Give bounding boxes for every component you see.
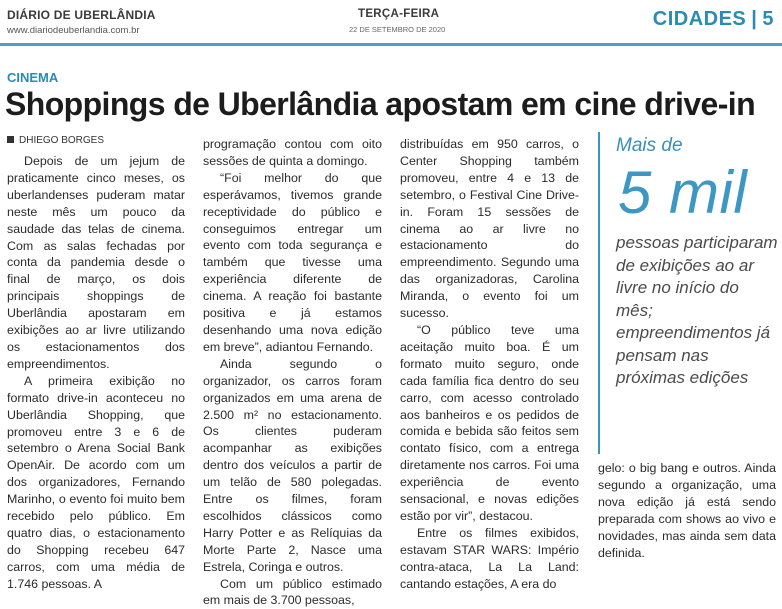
issue-date: 22 DE SETEMBRO DE 2020 bbox=[349, 25, 446, 34]
paragraph: “Foi melhor do que esperávamos, tivemos grande receptividade do público e conseguimos entregar um evento com toda segurança e também que tivesse uma experiência diferente de cinema. A reação foi bastante positiva e já estamos desenhando uma nova edição em breve”, adiantou Fernando. bbox=[203, 170, 382, 354]
newspaper-name: DIÁRIO DE UBERLÂNDIA bbox=[7, 8, 156, 22]
article-column-2 bbox=[203, 136, 382, 609]
header-divider bbox=[0, 43, 782, 46]
section-name: CIDADES bbox=[652, 8, 747, 30]
byline-square-icon bbox=[7, 136, 14, 143]
paragraph: programação contou com oito sessões de quinta a domingo. bbox=[203, 137, 382, 168]
paragraph: Ainda segundo o organizador, os carros foram organizados em uma arena de 2.500 m² no estacionamento. Os clientes puderam acompanhar as exibições dentro dos veículos a partir de um telão de 580 polegadas. Entre os filmes, foram escolhidos clássicos como Harry Potter e as Relíquias da Morte Parte 2, Nasce uma Estrela, Coringa e outros. bbox=[203, 356, 382, 574]
section-label: CIDADES | 5 bbox=[652, 8, 774, 30]
article-column-4 bbox=[598, 460, 776, 561]
article-column-1 bbox=[7, 153, 185, 593]
byline bbox=[7, 135, 104, 146]
masthead bbox=[0, 0, 782, 44]
pull-quote-number: 5 mil bbox=[618, 159, 748, 226]
page-number: 5 bbox=[762, 8, 774, 30]
paragraph: A primeira exibição no formato drive-in aconteceu no Uberlândia Shopping, que promoveu entre 3 e 6 de setembro o Arena Social Bank OpenAir. De acordo com um dos organizadores, Fernando Marinho, o evento foi muito bem recebido pelo público. Em quatro dias, o estacionamento do Shopping recebeu 647 carros, com uma média de 1.746 pessoas. A bbox=[7, 373, 185, 591]
weekday: TERÇA-FEIRA bbox=[358, 8, 440, 20]
article-column-3 bbox=[400, 136, 579, 592]
paragraph: Com um público estimado em mais de 3.700 pessoas, bbox=[203, 576, 382, 608]
pull-quote bbox=[598, 132, 780, 454]
article-kicker: CINEMA bbox=[7, 70, 59, 85]
byline-author: DHIEGO BORGES bbox=[19, 135, 105, 146]
pull-quote-intro: Mais de bbox=[616, 135, 683, 156]
paragraph: distribuídas em 950 carros, o Center Shopping também promoveu, entre 4 e 13 de setembro, o Festival Cine Drive-in. Foram 15 sessões de cinema ao ar livre no estacionamento do empreendimento. Segundo uma das organizadoras, Carolina Miranda, o evento foi um sucesso. bbox=[400, 137, 579, 321]
newspaper-url: www.diariodeuberlandia.com.br bbox=[7, 25, 140, 36]
pull-quote-text: pessoas participaram de exibições ao ar livre no início do mês; empreendimentos já pensam nas próximas edições bbox=[616, 233, 778, 387]
paragraph: Depois de um jejum de praticamente cinco meses, os uberlandenses puderam matar neste mês um pouco da saudade das telas de cinema. Com as salas fechadas por conta da pandemia desde o final de março, os dois principais shoppings de Uberlândia apostaram em exibições ao ar livre utilizando os estacionamentos dos empreendimentos. bbox=[7, 154, 185, 371]
article-headline: Shoppings de Uberlândia apostam em cine drive-in bbox=[5, 86, 756, 122]
paragraph: Entre os filmes exibidos, estavam STAR WARS: Império contra-ataca, La La Land: cantando estações, A era do bbox=[400, 525, 579, 591]
paragraph: “O público teve uma aceitação muito boa. É um formato muito seguro, onde cada família fica dentro do seu carro, com acesso controlado aos banheiros e os pedidos de comida e bebida são feitos sem contato físico, com a entrega diretamente nos carros. Foi uma experiência de evento sensacional, e novas edições estão por vir”, destacou. bbox=[400, 322, 579, 523]
paragraph: gelo: o big bang e outros. Ainda segundo a organização, uma nova edição já está sendo preparada com shows ao vivo e novidades, mas ainda sem data definida. bbox=[598, 461, 776, 560]
